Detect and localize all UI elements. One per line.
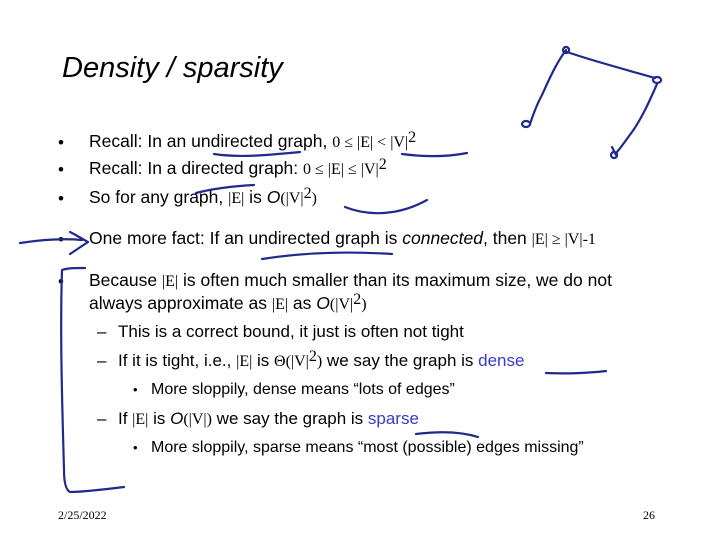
math: (|V|) <box>183 411 212 428</box>
math: ) <box>311 190 317 207</box>
dash-marker: – <box>97 351 107 370</box>
math: ) <box>316 353 323 370</box>
text: If <box>118 409 133 428</box>
slide-title: Density / sparsity <box>62 52 283 84</box>
bullet-because <box>89 269 612 293</box>
text: Recall: In an undirected graph, <box>89 131 333 151</box>
keyword-sparse: sparse <box>367 409 419 428</box>
sub-bullet-marker: • <box>133 440 138 455</box>
text: is <box>252 351 275 370</box>
keyword-dense: dense <box>478 351 525 370</box>
text: is <box>148 409 171 428</box>
math: (|V| <box>329 296 354 313</box>
big-o: O <box>266 187 281 207</box>
bullet-marker: • <box>58 272 64 291</box>
sub-bullet-marker: • <box>133 382 138 397</box>
math: 0 ≤ |E| < |V| <box>332 134 409 151</box>
dash-correct-bound: This is a correct bound, it just is often not tight <box>118 322 464 341</box>
math: |E| <box>236 353 253 370</box>
big-o: O <box>316 293 330 313</box>
text: If it is tight, i.e., <box>118 351 237 370</box>
text: , then <box>483 228 532 248</box>
bullet-any-graph <box>89 186 317 210</box>
big-o: O <box>170 409 184 428</box>
superscript: 2 <box>308 348 317 365</box>
dash-tight-dense <box>118 350 524 373</box>
text: So for any graph, <box>89 187 229 207</box>
dash-marker: – <box>97 322 107 341</box>
superscript: 2 <box>408 129 417 146</box>
bullet-undirected-recall <box>89 130 416 154</box>
bullet-because-continued <box>89 292 367 316</box>
superscript: 2 <box>303 185 312 202</box>
superscript: 2 <box>353 291 362 308</box>
bullet-marker: • <box>58 230 64 249</box>
ink-graph-sketch <box>522 47 661 158</box>
text: always approximate as <box>89 293 272 313</box>
math: |E| <box>161 273 179 290</box>
ink-arrow-left <box>20 232 88 254</box>
math: |E| <box>228 190 245 207</box>
bullet-marker: • <box>58 189 64 208</box>
bullet-marker: • <box>58 160 64 179</box>
ink-underline-undirected-graph <box>262 253 392 259</box>
math: |E| <box>132 411 149 428</box>
text: Because <box>89 270 162 290</box>
text: is <box>244 187 267 207</box>
emphasis: connected <box>402 228 483 248</box>
text: is often much smaller than its maximum size, we do not <box>178 270 612 290</box>
bullet-marker: • <box>58 133 64 152</box>
text: we say the graph is <box>211 409 368 428</box>
math: 0 ≤ |E| ≤ |V| <box>303 161 379 178</box>
footer-date: 2/25/2022 <box>58 508 107 522</box>
text: we say the graph is <box>322 351 479 370</box>
slide-number: 26 <box>643 508 655 522</box>
bullet-directed-recall <box>89 157 387 181</box>
math: ) <box>361 296 367 313</box>
math: (|V| <box>280 190 304 207</box>
text: Recall: In a directed graph: <box>89 158 304 178</box>
text: One more fact: If an undirected graph is <box>89 228 403 248</box>
math: |E| <box>271 296 289 313</box>
ink-curve-v2-directed <box>345 200 427 213</box>
superscript: 2 <box>378 156 387 173</box>
math: |E| ≥ |V|-1 <box>531 231 596 248</box>
dash-marker: – <box>97 409 107 428</box>
sub-bullet-sparse: More sloppily, sparse means “most (possible) edges missing” <box>151 439 584 456</box>
ink-underline-dense <box>546 371 606 373</box>
text: as <box>288 293 317 313</box>
sub-bullet-dense: More sloppily, dense means “lots of edges” <box>151 381 455 398</box>
math: Θ(|V| <box>274 353 309 370</box>
bullet-connected-fact <box>89 227 596 251</box>
dash-sparse <box>118 408 419 431</box>
